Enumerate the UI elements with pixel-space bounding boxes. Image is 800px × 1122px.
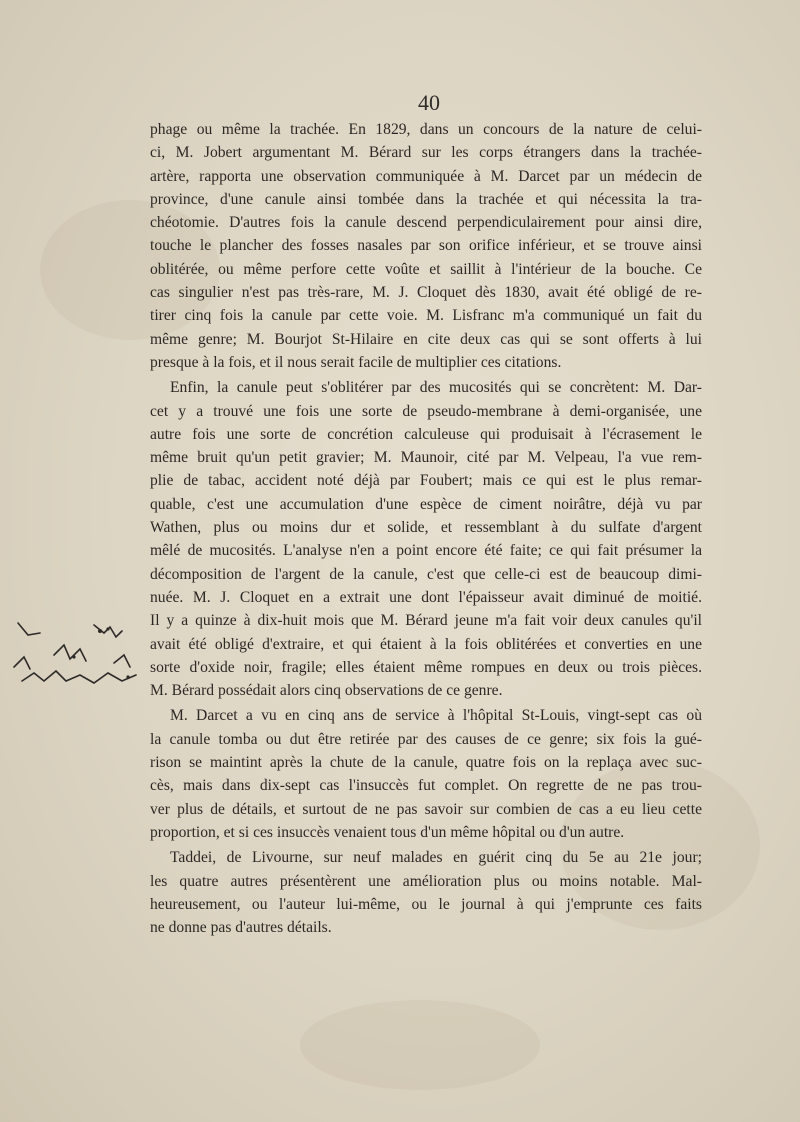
text-line: Il y a quinze à dix-huit mois que M. Bérard jeune m'a fait voir deux canules qu'il bbox=[150, 612, 702, 630]
text-line: M. Darcet a vu en cinq ans de service à l'hôpital St-Louis, vingt-sept cas où bbox=[170, 707, 702, 725]
text-line: M. Bérard possédait alors cinq observations de ce genre. bbox=[150, 682, 503, 700]
paragraph-2 bbox=[150, 376, 702, 702]
page-number: 40 bbox=[418, 90, 440, 115]
paragraph-4 bbox=[150, 846, 702, 939]
text-line: heureusement, ou l'auteur lui-même, ou le journal à qui j'emprunte ces faits bbox=[150, 895, 702, 913]
text-line: proportion, et si ces insuccès venaient tous d'un même hôpital ou d'un autre. bbox=[150, 823, 625, 841]
text-line: même genre; M. Bourjot St-Hilaire en cite deux cas qui se sont offerts à lui bbox=[150, 330, 702, 348]
text-line: chéotomie. D'autres fois la canule descend perpendiculairement pour ainsi dire, bbox=[150, 214, 702, 232]
text-line: décomposition de l'argent de la canule, c'est que celle-ci est de beaucoup dimi- bbox=[150, 565, 702, 583]
handwritten-marginalia bbox=[4, 615, 154, 695]
text-line: touche le plancher des fosses nasales par son orifice inférieur, et se trouve ainsi bbox=[150, 237, 702, 255]
text-line: phage ou même la trachée. En 1829, dans un concours de la nature de celui- bbox=[150, 121, 702, 138]
text-line: plie de tabac, accident noté déjà par Foubert; mais ce qui est le plus remar- bbox=[150, 472, 702, 490]
text-line: Wathen, plus ou moins dur et solide, et ressemblant à du sulfate d'argent bbox=[150, 519, 702, 537]
text-line: province, d'une canule ainsi tombée dans la trachée et qui nécessita la tra- bbox=[150, 190, 702, 208]
text-line: Taddei, de Livourne, sur neuf malades en guérit cinq du 5e au 21e jour; bbox=[170, 849, 702, 867]
text-line: presque à la fois, et il nous serait facile de multiplier ces citations. bbox=[150, 353, 562, 371]
text-line: Enfin, la canule peut s'oblitérer par des mucosités qui se concrètent: M. Dar- bbox=[170, 379, 702, 397]
text-line: la canule tomba ou dut être retirée par des causes de ce genre; six fois la gué- bbox=[150, 730, 702, 748]
text-line: quable, c'est une accumulation d'une espèce de ciment noirâtre, déjà vu par bbox=[150, 495, 702, 513]
paragraph-1 bbox=[150, 118, 702, 374]
text-line: ver plus de détails, et surtout de ne pas savoir sur combien de cas a eu lieu cette bbox=[150, 800, 702, 818]
paragraph-3 bbox=[150, 704, 702, 844]
paper-stain bbox=[300, 1000, 540, 1090]
text-line: avait été obligé d'extraire, et qui étaient à la fois oblitérées et converties en une bbox=[150, 635, 702, 653]
text-line: mêlé de mucosités. L'analyse n'en a point encore été faite; ce qui fait présumer la bbox=[150, 542, 702, 560]
body-text bbox=[150, 118, 702, 939]
text-line: oblitérée, ou même perfore cette voûte et saillit à l'intérieur de la bouche. Ce bbox=[150, 260, 702, 278]
text-line: artère, rapporta une observation communiquée à M. Darcet par un médecin de bbox=[150, 167, 702, 185]
text-line: sorte d'oxide noir, fragile; elles étaient même rompues en deux ou trois pièces. bbox=[150, 658, 702, 676]
text-line: rison se maintint après la chute de la canule, quatre fois on la replaça avec suc- bbox=[150, 754, 702, 772]
text-line: tirer cinq fois la canule par cette voie. M. Lisfranc m'a communiqué un fait du bbox=[150, 307, 702, 325]
text-line: même bruit qu'un petit gravier; M. Maunoir, cité par M. Velpeau, l'a vue rem- bbox=[150, 449, 702, 467]
text-line: cas singulier n'est pas très-rare, M. J. Cloquet dès 1830, avait été obligé de re- bbox=[150, 284, 702, 302]
text-line: autre fois une sorte de concrétion calculeuse qui produisait à l'écrasement le bbox=[150, 425, 702, 443]
text-line: cès, mais dans dix-sept cas l'insuccès fut complet. On regrette de ne pas trou- bbox=[150, 777, 702, 795]
text-line: cet y a trouvé une fois une sorte de pseudo-membrane à demi-organisée, une bbox=[150, 402, 702, 420]
text-line: nuée. M. J. Cloquet en a extrait une dont l'épaisseur avait diminué de moitié. bbox=[150, 588, 702, 606]
text-line: ci, M. Jobert argumentant M. Bérard sur les corps étrangers dans la trachée- bbox=[150, 144, 702, 162]
text-line: les quatre autres présentèrent une amélioration plus ou moins notable. Mal- bbox=[150, 872, 702, 890]
text-line: ne donne pas d'autres détails. bbox=[150, 919, 332, 937]
